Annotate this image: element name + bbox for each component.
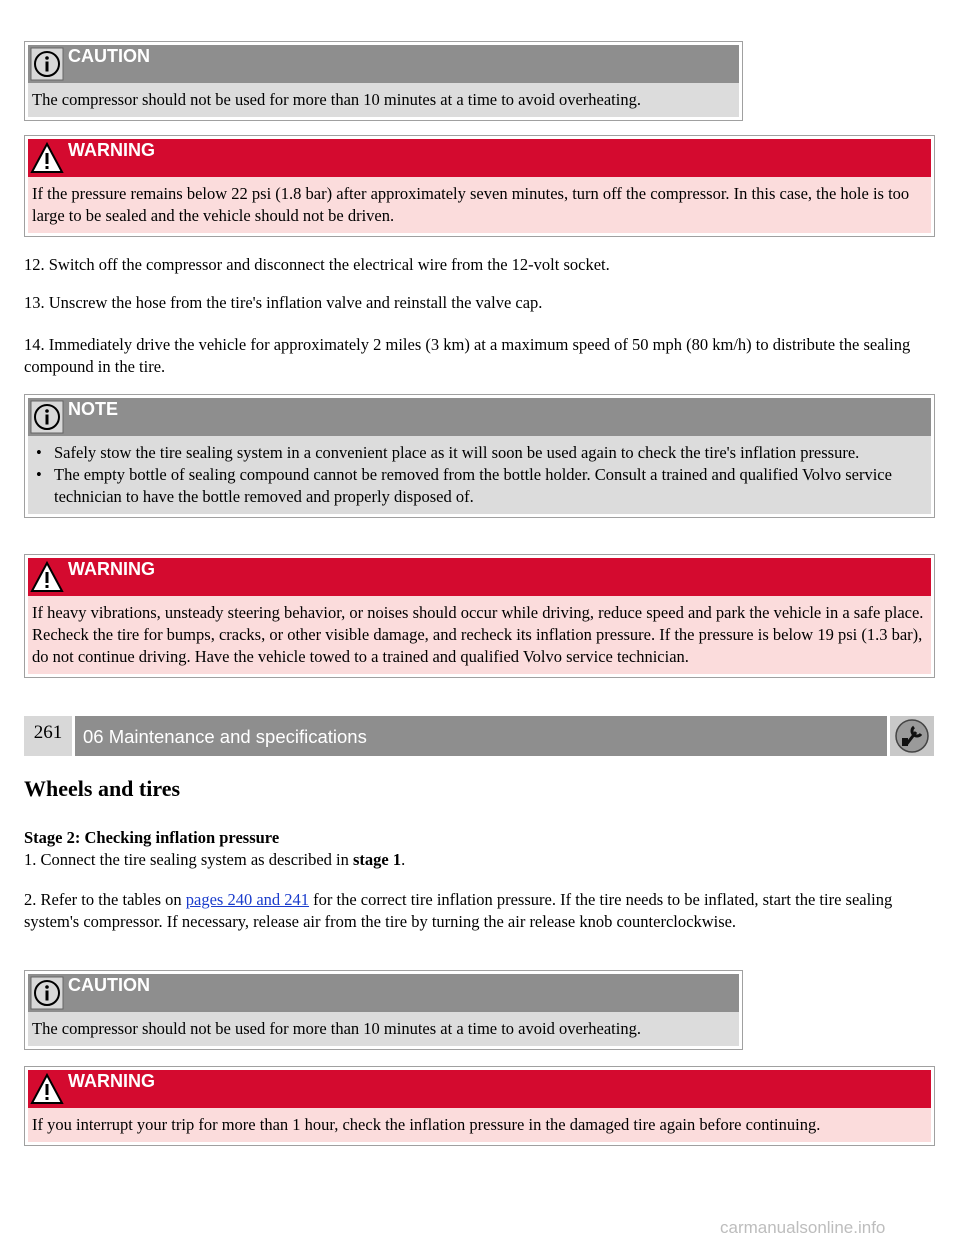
page-heading: Wheels and tires: [24, 776, 181, 801]
step2-text: 2. Refer to the tables on: [24, 890, 186, 909]
warning-box: [24, 554, 935, 678]
step2-rest: for the correct tire inflation pressure. If the tire needs to be inflated, start the tire sealing system's compressor. If necessary, release air from the tire by turning the air release knob counterclockwise.: [24, 890, 893, 931]
caution-box: [24, 41, 743, 121]
note-item: • The empty bottle of sealing compound cannot be removed from the bottle holder. Consult a trained and qualified Volvo service technician to have the bottle removed and properly disposed of.: [32, 464, 927, 508]
warning-triangle-icon: [28, 558, 66, 596]
watermark: carmanualsonline.info: [720, 1218, 886, 1237]
note-box: [24, 394, 935, 518]
caution-header: [28, 974, 739, 1012]
caution-header: [28, 45, 739, 83]
step-14: 14. Immediately drive the vehicle for approximately 2 miles (3 km) at a maximum speed of 50 mph (80 km/h) to distribute the sealing compound in the tire.: [24, 335, 911, 376]
section-title: 06 Maintenance and specifications: [75, 716, 887, 756]
caution-box: [24, 970, 743, 1050]
warning-title: WARNING: [68, 139, 155, 160]
warning-header: [28, 1070, 931, 1108]
caution-title: CAUTION: [68, 45, 150, 66]
note-list: [28, 436, 931, 514]
info-icon: [28, 974, 66, 1012]
stage2-title: Stage 2: Checking inflation pressure: [24, 828, 280, 847]
wrench-icon: [890, 716, 934, 756]
step1-bold: stage 1: [353, 850, 402, 869]
warning-triangle-icon: [28, 139, 66, 177]
warning-box: [24, 135, 935, 237]
warning-title: WARNING: [68, 558, 155, 579]
stage2-step2: [24, 889, 932, 933]
page-number: 261: [24, 716, 72, 756]
step-12: 12. Switch off the compressor and disconnect the electrical wire from the 12-volt socket.: [24, 255, 610, 274]
warning-text: If heavy vibrations, unsteady steering behavior, or noises should occur while driving, reduce speed and park the vehicle in a safe place. Recheck the tire for bumps, cracks, or other visible damage, and recheck its inflation pressure. If the pressure is below 19 psi (1.3 bar), do not continue driving. Have the vehicle towed to a trained and qualified Volvo service technician.: [28, 596, 931, 674]
step1-text: 1. Connect the tire sealing system as described in: [24, 850, 354, 869]
section-header-bar: [24, 716, 934, 756]
stage2-step1: [24, 849, 932, 871]
info-icon: [28, 45, 66, 83]
warning-text: If the pressure remains below 22 psi (1.8 bar) after approximately seven minutes, turn off the compressor. In this case, the hole is too large to be sealed and the vehicle should not be driven.: [28, 177, 931, 233]
warning-header: [28, 139, 931, 177]
note-item: • Safely stow the tire sealing system in a convenient place as it will soon be used again to check the tire's inflation pressure.: [32, 442, 927, 464]
warning-text: If you interrupt your trip for more than 1 hour, check the inflation pressure in the damaged tire again before continuing.: [28, 1108, 931, 1142]
note-header: [28, 398, 931, 436]
caution-title: CAUTION: [68, 974, 150, 995]
caution-text: The compressor should not be used for more than 10 minutes at a time to avoid overheating.: [28, 1012, 739, 1046]
warning-title: WARNING: [68, 1070, 155, 1091]
warning-box: [24, 1066, 935, 1146]
info-icon: [28, 398, 66, 436]
warning-triangle-icon: [28, 1070, 66, 1108]
note-title: NOTE: [68, 398, 119, 419]
step-13: 13. Unscrew the hose from the tire's inflation valve and reinstall the valve cap.: [24, 293, 543, 312]
warning-header: [28, 558, 931, 596]
step1-end: .: [401, 850, 406, 869]
caution-text: The compressor should not be used for more than 10 minutes at a time to avoid overheating.: [28, 83, 739, 117]
pages-link[interactable]: pages 240 and 241: [185, 890, 310, 909]
